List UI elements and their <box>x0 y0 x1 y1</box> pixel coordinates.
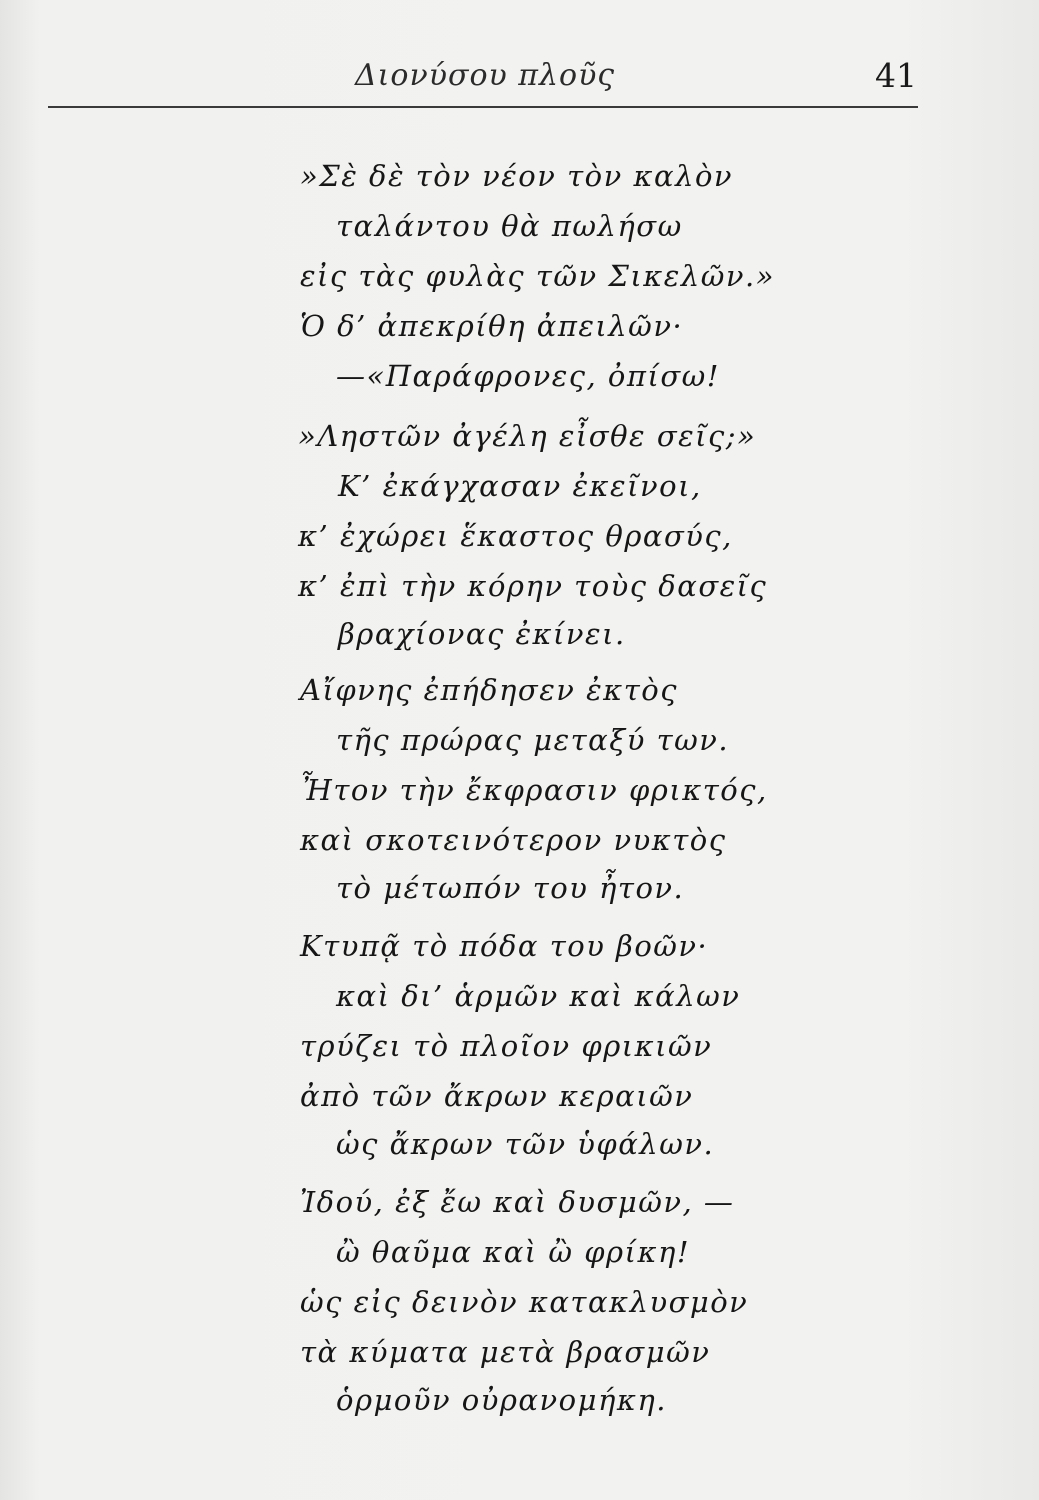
page-number: 41 <box>875 56 917 95</box>
stanza-2-line-5: βραχίονας ἐκίνει. <box>338 617 626 651</box>
header-rule <box>48 106 918 108</box>
stanza-4-line-4: ἀπὸ τῶν ἄκρων κεραιῶν <box>300 1079 694 1113</box>
stanza-5-line-2: ὢ θαῦμα καὶ ὢ φρίκη! <box>336 1235 691 1269</box>
stanza-5-line-1: Ἰδού, ἐξ ἔω καὶ δυσμῶν, — <box>300 1185 735 1219</box>
stanza-1-line-3: εἰς τὰς φυλὰς τῶν Σικελῶν.» <box>300 259 775 293</box>
stanza-5-line-3: ὡς εἰς δεινὸν κατακλυσμὸν <box>300 1285 749 1319</box>
stanza-2-line-2: Κ’ ἐκάγχασαν ἐκεῖνοι, <box>338 469 702 503</box>
stanza-3-line-4: καὶ σκοτεινότερον νυκτὸς <box>300 823 727 857</box>
stanza-1-line-4: Ὁ δ’ ἀπεκρίθη ἀπειλῶν· <box>300 309 684 343</box>
stanza-1-line-1: »Σὲ δὲ τὸν νέον τὸν καλὸν <box>300 159 734 193</box>
running-head: Διονύσου πλοῦς <box>355 58 616 93</box>
stanza-3-line-3: Ἦτον τὴν ἔκφρασιν φρικτός, <box>300 773 768 807</box>
stanza-3-line-2: τῆς πρώρας μεταξύ των. <box>336 723 730 757</box>
stanza-4-line-1: Κτυπᾷ τὸ πόδα του βοῶν· <box>300 929 709 963</box>
stanza-2-line-1: »Ληστῶν ἀγέλη εἶσθε σεῖς;» <box>298 419 757 453</box>
stanza-2-line-4: κ’ ἐπὶ τὴν κόρην τοὺς δασεῖς <box>298 569 768 603</box>
stanza-1-line-5: —«Παράφρονες, ὀπίσω! <box>336 359 720 393</box>
stanza-4-line-5: ὡς ἄκρων τῶν ὑφάλων. <box>336 1127 715 1161</box>
stanza-3-line-1: Αἴφνης ἐπήδησεν ἐκτὸς <box>300 673 678 707</box>
stanza-5-line-5: ὁρμοῦν οὐρανομήκη. <box>336 1383 667 1417</box>
stanza-4-line-3: τρύζει τὸ πλοῖον φρικιῶν <box>300 1029 713 1063</box>
stanza-2-line-3: κ’ ἐχώρει ἕκαστος θρασύς, <box>298 519 733 553</box>
stanza-5-line-4: τὰ κύματα μετὰ βρασμῶν <box>300 1335 711 1369</box>
stanza-3-line-5: τὸ μέτωπόν του ἦτον. <box>336 871 685 905</box>
stanza-1-line-2: ταλάντου θὰ πωλήσω <box>336 209 683 243</box>
stanza-4-line-2: καὶ δι’ ἁρμῶν καὶ κάλων <box>336 979 741 1013</box>
